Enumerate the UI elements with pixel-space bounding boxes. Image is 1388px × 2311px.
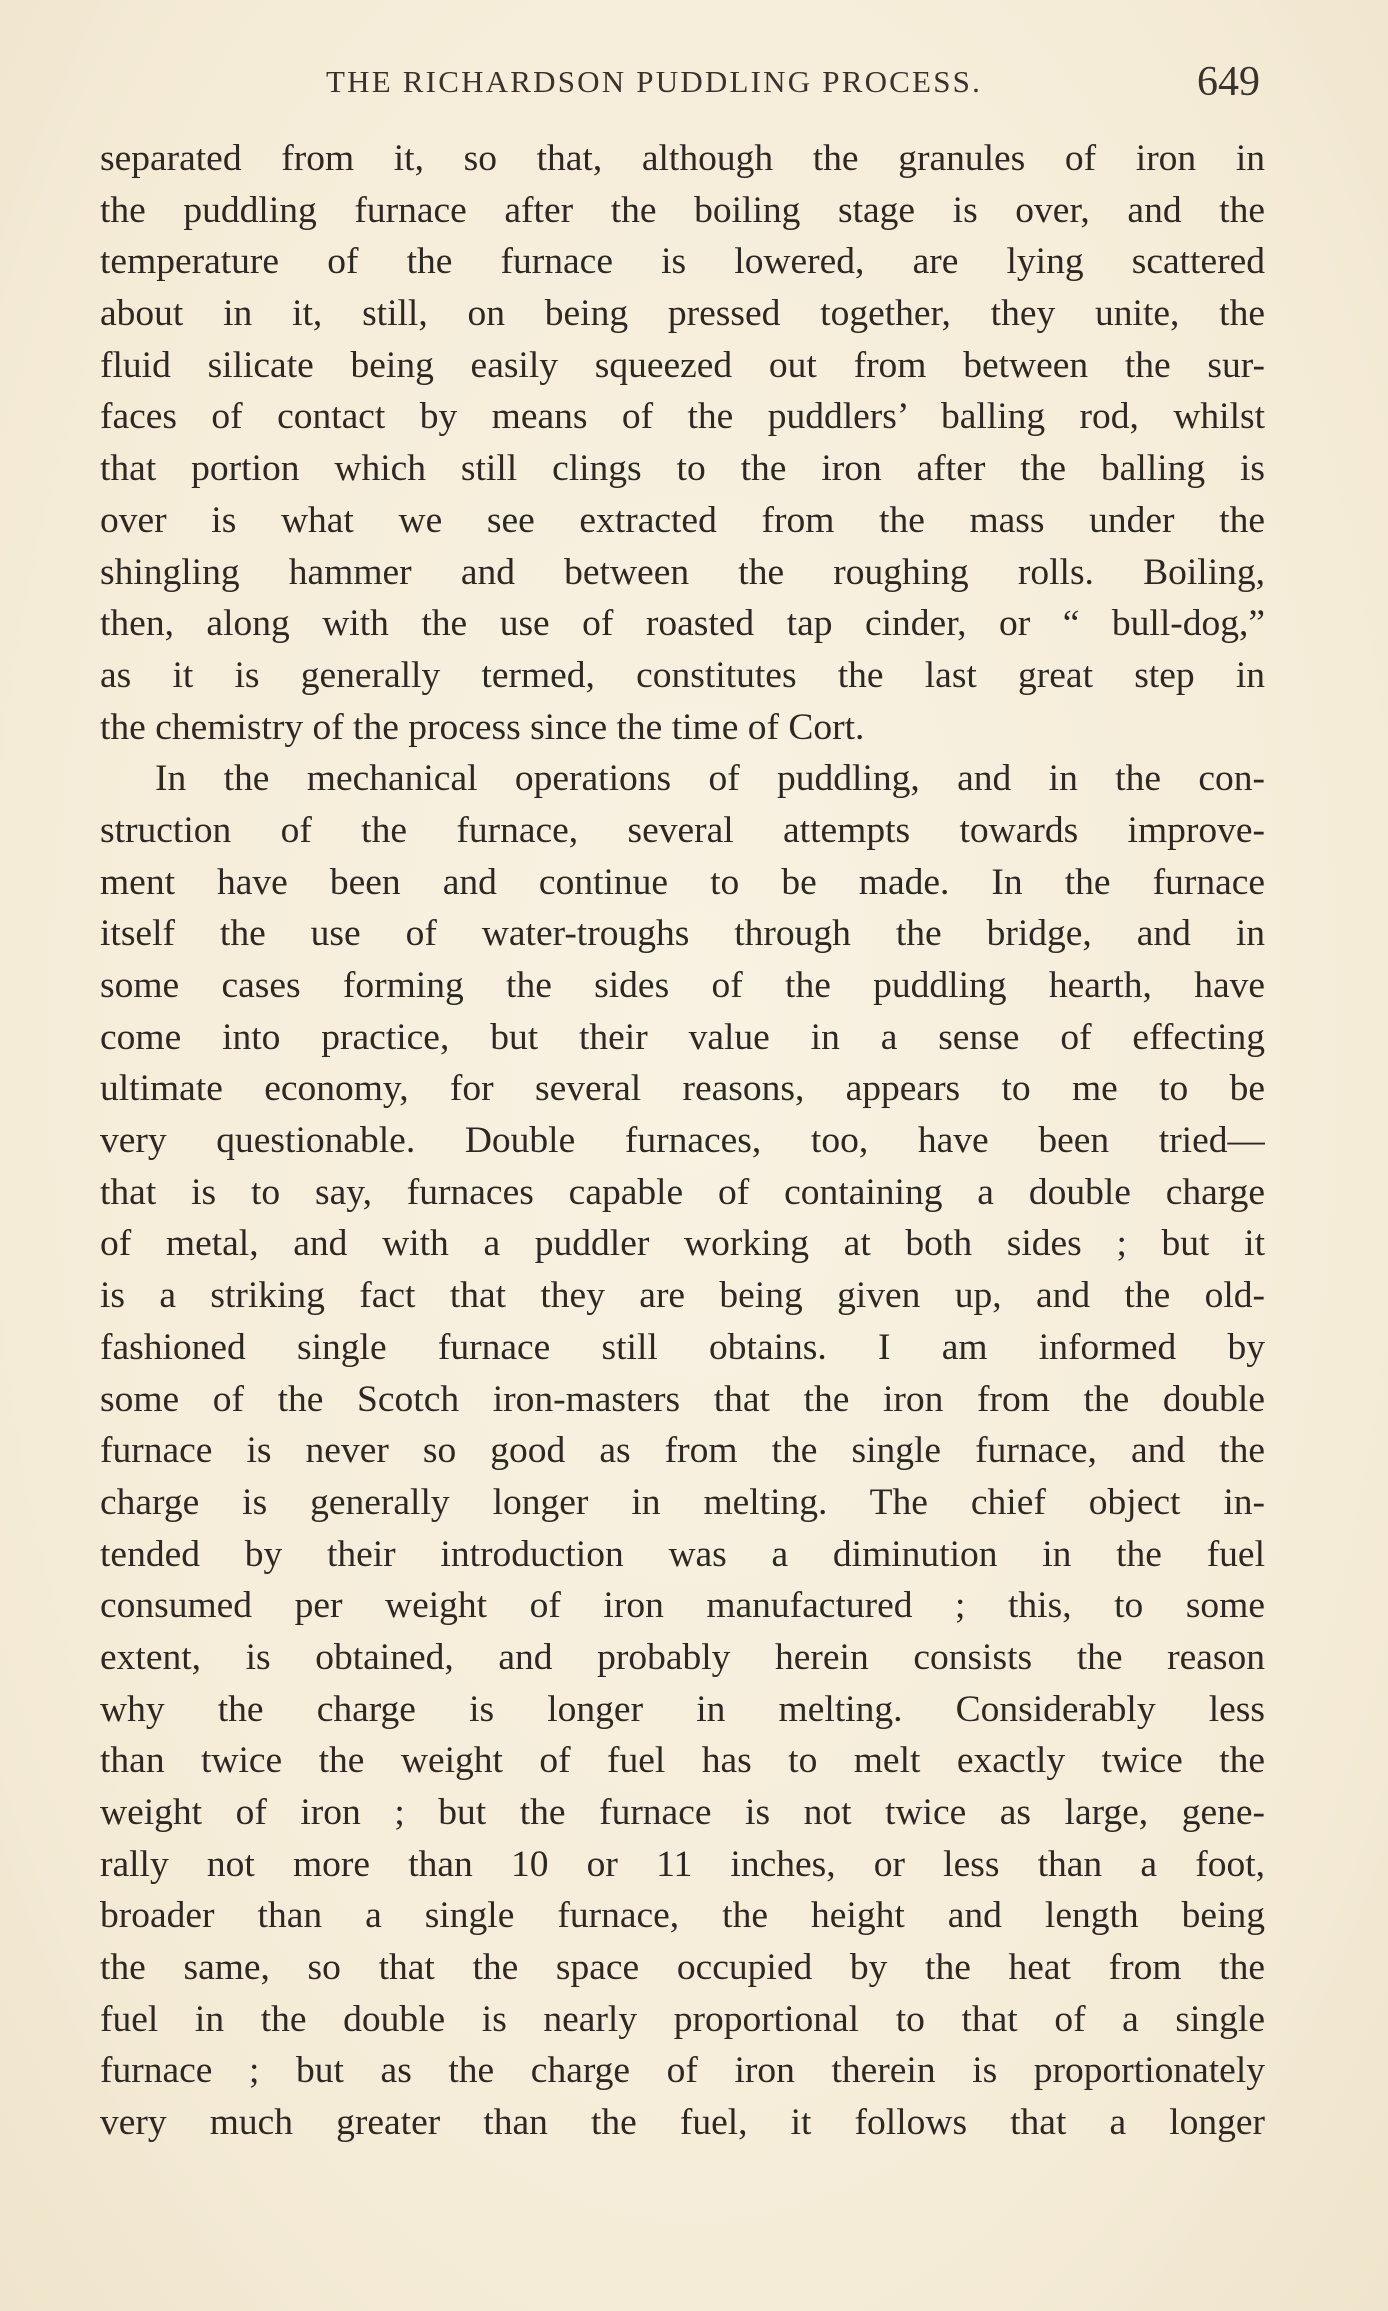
text-line: very much greater than the fuel, it follows that a longer — [100, 2102, 1265, 2144]
text-line: of metal, and with a puddler working at both sides ; but it — [100, 1223, 1265, 1265]
text-line: fuel in the double is nearly proportional to that of a single — [100, 1998, 1265, 2040]
text-line: very questionable. Double furnaces, too, have been tried— — [100, 1120, 1265, 1162]
text-line: consumed per weight of iron manufactured ; this, to some — [100, 1585, 1265, 1627]
text-line: rally not more than 10 or 11 inches, or less than a foot, — [100, 1843, 1265, 1885]
text-line: the chemistry of the process since the time of Cort. — [100, 706, 865, 748]
paragraph-2 — [100, 753, 1265, 2149]
text-line: broader than a single furnace, the height and length being — [100, 1895, 1265, 1937]
text-line: temperature of the furnace is lowered, are lying scattered — [100, 241, 1265, 283]
text-line: then, along with the use of roasted tap cinder, or “ bull-dog,” — [100, 603, 1265, 645]
text-line: furnace is never so good as from the single furnace, and the — [100, 1430, 1265, 1472]
text-line: weight of iron ; but the furnace is not twice as large, gene- — [100, 1792, 1265, 1833]
text-line: some of the Scotch iron-masters that the iron from the double — [100, 1378, 1265, 1420]
paragraph-1 — [100, 133, 1265, 753]
running-head: THE RICHARDSON PUDDLING PROCESS. — [326, 64, 983, 99]
page-header — [110, 58, 1260, 108]
text-line: charge is generally longer in melting. The chief object in- — [100, 1481, 1265, 1523]
text-line: over is what we see extracted from the mass under the — [100, 499, 1265, 541]
text-line: that portion which still clings to the iron after the balling is — [100, 448, 1265, 490]
text-line: come into practice, but their value in a sense of effecting — [100, 1016, 1265, 1058]
text-line: furnace ; but as the charge of iron therein is proportionately — [100, 2050, 1265, 2092]
text-line: fluid silicate being easily squeezed out from between the sur- — [100, 344, 1265, 386]
text-line: ultimate economy, for several reasons, appears to me to be — [100, 1068, 1265, 1110]
text-line: the puddling furnace after the boiling stage is over, and the — [100, 189, 1265, 231]
text-line: separated from it, so that, although the granules of iron in — [100, 138, 1265, 179]
text-line: why the charge is longer in melting. Considerably less — [100, 1688, 1265, 1730]
body-text — [100, 133, 1265, 2149]
text-line: ment have been and continue to be made. In the furnace — [100, 861, 1265, 903]
text-line: extent, is obtained, and probably herein consists the reason — [100, 1636, 1265, 1678]
text-line: is a striking fact that they are being given up, and the old- — [100, 1275, 1265, 1317]
text-line: faces of contact by means of the puddlers’ balling rod, whilst — [100, 396, 1265, 438]
page-number: 649 — [1197, 59, 1260, 105]
text-line: shingling hammer and between the roughing rolls. Boiling, — [100, 551, 1265, 593]
text-line: tended by their introduction was a diminution in the fuel — [100, 1533, 1265, 1575]
text-line: fashioned single furnace still obtains. I am informed by — [100, 1326, 1265, 1368]
text-line: the same, so that the space occupied by the heat from the — [100, 1947, 1265, 1989]
text-line: struction of the furnace, several attempts towards improve- — [100, 809, 1265, 851]
text-line: than twice the weight of fuel has to melt exactly twice the — [100, 1740, 1265, 1782]
text-line: about in it, still, on being pressed together, they unite, the — [100, 293, 1265, 335]
text-line: In the mechanical operations of puddling, and in the con- — [155, 758, 1265, 800]
text-line: itself the use of water-troughs through the bridge, and in — [100, 913, 1265, 955]
text-line: as it is generally termed, constitutes the last great step in — [100, 654, 1265, 696]
text-line: that is to say, furnaces capable of containing a double charge — [100, 1171, 1265, 1213]
text-line: some cases forming the sides of the puddling hearth, have — [100, 965, 1265, 1006]
